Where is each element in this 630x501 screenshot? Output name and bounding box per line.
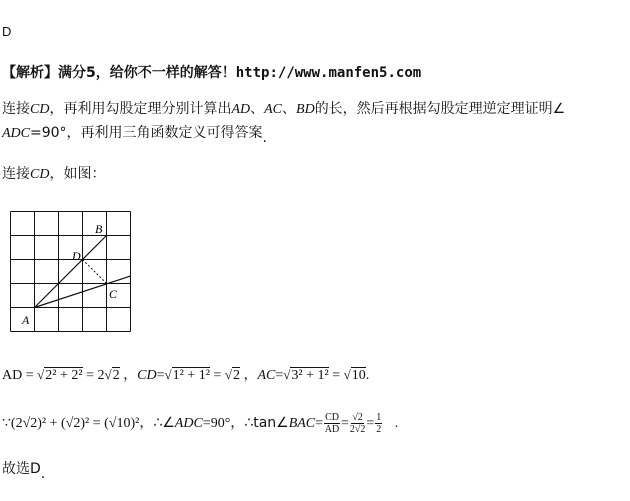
period: . (40, 466, 46, 482)
text-segment: ，再利用勾股定理分别计算出 (49, 101, 232, 117)
equals: = (328, 368, 344, 383)
pythagorean-check: (2√2)² + (√2)² = (√10)² (10, 416, 140, 431)
cd-radicand: 1² + 1² (172, 368, 210, 383)
text-segment: 的长，然后再根据勾股定理逆定理证明∠ (314, 101, 566, 117)
angle-adc: ADC (174, 416, 203, 431)
ad-value: 2 (112, 368, 120, 383)
period: . (262, 130, 267, 146)
math-cd: CD (30, 167, 50, 182)
separator: ， (243, 367, 258, 383)
math-bd: BD (296, 102, 315, 117)
text-segment: ，如图： (49, 166, 106, 182)
denominator: 2√2 (349, 424, 366, 436)
label-a: A (22, 313, 30, 327)
degree-text: =90° (30, 125, 67, 141)
proof-equation (2, 412, 398, 435)
numerator: 1 (376, 412, 382, 424)
conclusion-line (2, 458, 46, 482)
therefore-text: ，∴∠ (139, 415, 175, 431)
equals: = (340, 416, 349, 431)
label-c: C (109, 287, 118, 301)
math-cd: CD (30, 102, 50, 117)
equals: = 2 (82, 368, 105, 383)
equals: = (366, 416, 375, 431)
separator: 、 (250, 101, 265, 117)
denominator: 2 (376, 424, 382, 436)
ad-radicand: 2² + 2² (45, 368, 83, 383)
angle-bac: BAC (288, 416, 316, 431)
numerator: √2 (352, 412, 363, 424)
fraction-root (350, 412, 366, 435)
therefore-text: ，∴tan∠ (230, 415, 289, 431)
grid-figure (0, 200, 140, 340)
separator: ， (123, 367, 138, 383)
analysis-line-1 (2, 98, 565, 118)
because-symbol: ∵ (2, 416, 11, 431)
heading-url: http://www.manfen5.com (235, 65, 422, 81)
equals: = (209, 368, 225, 383)
denominator: AD (324, 424, 340, 436)
ac-value: 10 (351, 368, 366, 383)
period: . (365, 368, 370, 383)
equals: = (315, 416, 324, 431)
answer-letter: D (2, 24, 12, 39)
length-equations: AD = √2² + 2² = 2√2 ，CD=√1² + 1² = √2 ，AC=√3² + 1² = √10. (2, 367, 370, 383)
numerator: CD (325, 412, 339, 424)
text-segment: ，再利用三角函数定义可得答案 (66, 125, 263, 141)
ac-label: AC (257, 368, 276, 383)
ad-label: AD = (2, 368, 38, 383)
text-segment: 连接 (2, 166, 30, 182)
math-ad: AD (231, 102, 251, 117)
fraction-cd-ad (324, 412, 340, 435)
label-b: B (95, 222, 103, 236)
segment-ab (35, 236, 107, 308)
text-segment: 连接 (2, 101, 30, 117)
heading-text: 【解析】满分5，给你不一样的解答！ (2, 65, 236, 81)
cd-label: CD (137, 368, 157, 383)
analysis-line-2 (2, 122, 267, 146)
cd-value: 2 (232, 368, 240, 383)
math-adc: ADC (2, 126, 30, 141)
math-ac: AC (264, 102, 283, 117)
fraction-half (375, 412, 382, 435)
conclusion-text: 故选D (2, 461, 41, 477)
period: . (394, 416, 399, 431)
separator: 、 (282, 101, 297, 117)
connect-cd-line (2, 163, 105, 183)
analysis-heading (2, 62, 421, 82)
degree-text: =90° (202, 416, 231, 431)
ac-radicand: 3² + 1² (291, 368, 329, 383)
segment-cd (83, 260, 107, 284)
label-d: D (72, 249, 81, 263)
